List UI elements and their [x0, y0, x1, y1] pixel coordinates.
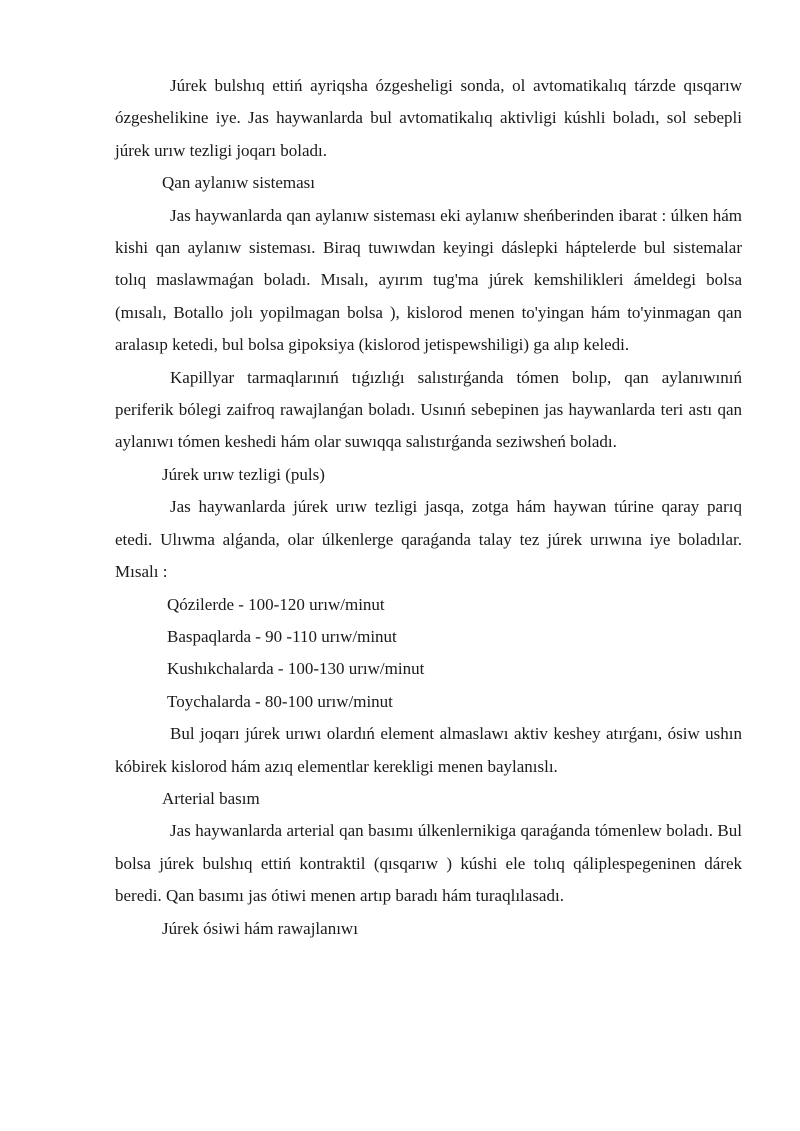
- section-heading-arterial-pressure: Arterial basım: [162, 788, 260, 808]
- paragraph-arterial-pressure: Jas haywanlarda arterial qan basımı úlkenlernikiga qaraǵanda tómenlew boladı. Bul bolsa júrek bulshıq ettiń kontraktil (qısqarıw ) kúshi ele tolıq qáliplespegeninen dárek beredi. Qan basımı jas ótiwi menen artıp baradı hám turaqlılasadı.: [115, 821, 742, 906]
- paragraph-heart-rate: Jas haywanlarda júrek urıw tezligi jasqa, zotga hám haywan túrine qaray parıq etedi. Ulıwma alǵanda, olar úlkenlerge qaraǵanda talay tez júrek urıwına iye boladılar. Mısalı :: [115, 497, 742, 582]
- list-item-heart-rate: Kushıkchalarda - 100-130 urıw/minut: [167, 659, 425, 679]
- paragraph-metabolism: Bul joqarı júrek urıwı olardıń element almaslawı aktiv keshey atırǵanı, ósiw ushın kóbirek kislorod hám azıq elementlar kerekligi menen baylanıslı.: [115, 724, 742, 776]
- list-item-heart-rate: Qózilerde - 100-120 urıw/minut: [167, 594, 385, 614]
- paragraph-circulatory-system: Jas haywanlarda qan aylanıw sisteması eki aylanıw sheńberinden ibarat : úlken hám kishi qan aylanıw sisteması. Biraq tuwıwdan keyingi dáslepki háptelerde bul sistemalar tolıq maslawmaǵan boladı. Mısalı, ayırım tug'ma júrek kemshilikleri ámeldegi bolsa (mısalı, Botallo jolı yopilmagan bolsa ), kislorod menen to'yingan hám to'yinmagan qan aralasıp ketedi, bul bolsa gipoksiya (kislorod jetispewshiligi) ga alıp keledi.: [115, 205, 742, 355]
- section-heading-heart-rate: Júrek urıw tezligi (puls): [162, 464, 325, 484]
- document-page: [115, 70, 742, 945]
- paragraph-heart-automaticity: Júrek bulshıq ettiń ayriqsha ózgesheligi sonda, ol avtomatikalıq tárzde qısqarıw ózgeshelikine iye. Jas haywanlarda bul avtomatikalıq aktivligi kúshli boladı, sol sebepli júrek urıw tezligi joqarı boladı.: [115, 76, 742, 160]
- section-heading-circulatory-system: Qan aylanıw sisteması: [162, 173, 315, 193]
- paragraph-capillary-networks: Kapillyar tarmaqlarınıń tıǵızlıǵı salıstırǵanda tómen bolıp, qan aylanıwınıń periferik bólegi zaifroq rawajlanǵan boladı. Usınıń sebepinen jas haywanlarda teri astı qan aylanıwı tómen keshedi hám olar suwıqqa salıstırǵanda seziwsheń boladı.: [115, 367, 742, 452]
- section-heading-heart-growth: Júrek ósiwi hám rawajlanıwı: [162, 918, 358, 938]
- list-item-heart-rate: Baspaqlarda - 90 -110 urıw/minut: [167, 626, 397, 646]
- list-item-heart-rate: Toychalarda - 80-100 urıw/minut: [167, 691, 393, 711]
